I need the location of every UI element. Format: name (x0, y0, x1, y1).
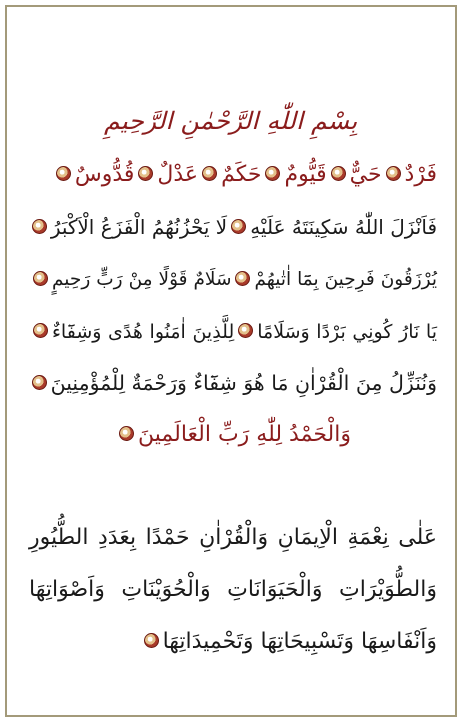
divine-names-line (29, 157, 437, 193)
rosette-dot-icon (144, 633, 159, 648)
verse-text: لَا يَحْزُنُهُمُ الْفَزَعُ الْاَكْبَرُ (50, 215, 228, 239)
name-fard: فَرْدٌ (404, 162, 437, 187)
verse-line-3 (29, 314, 437, 350)
name-qayyum: قَيُّومٌ (284, 162, 327, 187)
rosette-dot-icon (386, 166, 401, 181)
verse-line-2 (29, 262, 437, 298)
rosette-dot-icon (32, 219, 47, 234)
closing-line-1 (29, 520, 437, 556)
name-quddus: قُدُّوسٌ (74, 162, 135, 187)
hamd-line (29, 417, 437, 453)
basmala-calligraphy: بِسْمِ اللّٰهِ الرَّحْمٰنِ الرَّحِيمِ (104, 107, 358, 135)
rosette-dot-icon (235, 271, 250, 286)
verse-text: سَلَامٌ قَوْلًا مِنْ رَبٍّ رَحِيمٍ (52, 269, 232, 290)
rosette-dot-icon (33, 323, 48, 338)
verse-text: يُرْزَقُونَ فَرِحِينَ بِمَٓا اٰتٰيهُمْ (254, 269, 437, 290)
rosette-dot-icon (202, 166, 217, 181)
name-hayy: حَيٌّ (349, 162, 382, 187)
page-frame (5, 5, 457, 717)
closing-text: عَلٰى نِعْمَةِ الْاِيمَانِ وَالْقُرْاٰنِ حَمْدًا بِعَدَدِ الطُّيُورِ (29, 525, 437, 550)
hamd-text: وَالْحَمْدُ لِلّٰهِ رَبِّ الْعَالَمِينَ (138, 422, 351, 447)
closing-text: وَاَنْفَاسِهَا وَتَسْبِيحَاتِهَا وَتَحْمِيدَاتِهَا (162, 629, 437, 654)
verse-text: وَنُنَزِّلُ مِنَ الْقُرْاٰنِ مَا هُوَ شِفَٓاءٌ وَرَحْمَةٌ لِلْمُؤْمِنِينَ (50, 371, 437, 395)
rosette-dot-icon (119, 426, 134, 441)
verse-line-4 (29, 365, 437, 401)
rosette-dot-icon (56, 166, 71, 181)
rosette-dot-icon (238, 323, 253, 338)
rosette-dot-icon (138, 166, 153, 181)
closing-line-2 (29, 572, 437, 608)
verse-text: يَا نَارُ كُونِي بَرْدًا وَسَلَامًا (257, 321, 437, 343)
closing-text: وَالطُّوَيْرَاتِ وَالْحَيَوَانَاتِ وَالْحُوَيْنَاتِ وَاَصْوَاتِهَا (29, 577, 437, 602)
rosette-dot-icon (331, 166, 346, 181)
rosette-dot-icon (231, 219, 246, 234)
rosette-dot-icon (32, 375, 47, 390)
rosette-dot-icon (33, 271, 48, 286)
name-hakam: حَكَمٌ (221, 162, 262, 187)
verse-text: لِلَّذِينَ اٰمَنُوا هُدًى وَشِفَٓاءٌ (52, 321, 235, 343)
verse-text: فَاَنْزَلَ اللّٰهُ سَكِينَتَهُ عَلَيْهِ (250, 215, 437, 239)
basmala-header (7, 97, 455, 145)
name-adl: عَدْلٌ (157, 162, 199, 187)
rosette-dot-icon (265, 166, 280, 181)
closing-line-3 (29, 624, 437, 660)
verse-line-1 (29, 209, 437, 245)
